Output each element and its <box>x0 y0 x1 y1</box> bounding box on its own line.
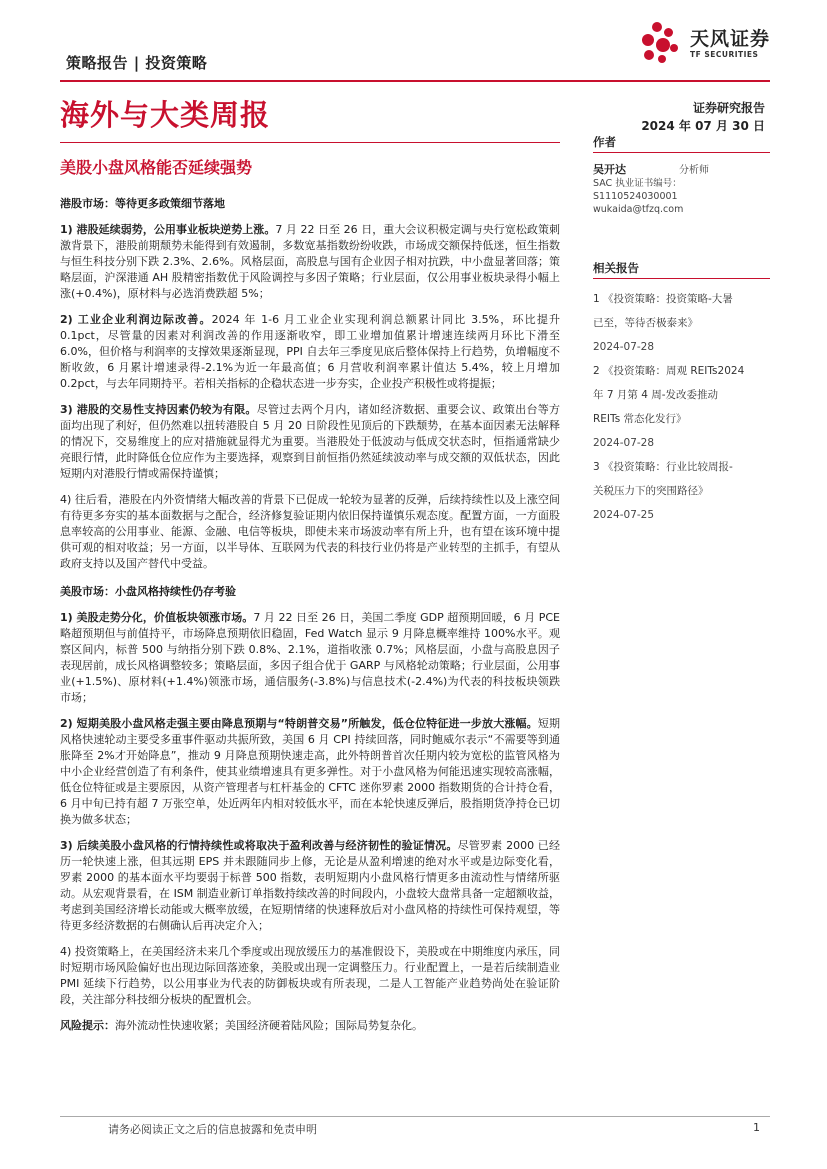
paragraph <box>60 492 560 572</box>
related-heading: 相关报告 <box>593 260 770 279</box>
paragraph <box>60 312 560 392</box>
paragraph <box>60 402 560 482</box>
sac-number: S1110524030001 <box>593 191 678 202</box>
paragraph-lead: 2) 短期美股小盘风格走强主要由降息预期与“特朗普交易”所触发，低仓位特征进一步放大涨幅。 <box>60 717 538 730</box>
paragraph-text: 4) 往后看，港股在内外资情绪大幅改善的背景下已促成一轮较为显著的反弹，后续持续性以及上涨空间有待更多夯实的基本面数据与之配合，经济修复验证期内依旧保持谨慎乐观态度。配置方面，一方面股息率较高的公用事业、能源、金融、电信等板块，即使未来市场波动率有所上升，也有望在该环境中提供可观的相对收益；另一方面，以半导体、互联网为代表的科技行业仍将是产业转型的主抓手，有望从政府支持以及国产替代中受益。 <box>60 493 560 570</box>
footer-disclaimer: 请务必阅读正文之后的信息披露和免责申明 <box>108 1123 317 1136</box>
logo-name-en: TF SECURITIES <box>689 50 759 59</box>
risk-label: 风险提示： <box>60 1019 115 1032</box>
related-report-item[interactable] <box>593 359 770 455</box>
paragraph <box>60 610 560 706</box>
paragraph <box>60 944 560 1008</box>
paragraph-text: 尽管罗素 2000 已经历一轮快速上涨，但其远期 EPS 并未跟随同步上修，无论是从盈利增速的绝对水平或是边际变化看，罗素 2000 的基本面水平均要弱于标普 500 指数，表明短期内小盘风格行情更多由流动性与情绪所驱动。从宏观背景看，在 ISM 制造业新订单指数持续改善的时间段内，小盘较大盘常具备一定超额收益，考虑到美国经济增长动能或大概率放缓，在短期情绪的快速释放后对小盘风格的持续性可保持观望，等待更多经济数据的右侧确认后再决定介入； <box>60 839 560 932</box>
related-report-item[interactable] <box>593 455 770 527</box>
related-report-title: 年 7 月第 4 周-发改委推动 <box>593 389 718 401</box>
paragraph-text: 尽管过去两个月内，诸如经济数据、重要会议、政策出台等方面均出现了利好，但仍然难以扭转港股自 5 月 20 日阶段性见顶后的下跌颓势，在基本面因素无法解释的情况下，交易维度上的应对措施就显得尤为重要。当港股处于低波动与低成交状态时，恒指通常缺少亮眼行情，此时降低仓位应作为主要选择，观察到目前恒指仍然延续波动率与成交额的双低状态，因此短期内对港股行情或需保持谨慎； <box>60 403 560 480</box>
author-name: 吴开达 <box>593 163 626 176</box>
paragraph-text: 短期风格快速轮动主要受多重事件驱动共振所致，美国 6 月 CPI 持续回落，同时鲍威尔表示“不需要等到通胀降至 2%才开始降息”，推动 9 月降息预期快速走高，此外特朗普首次任期内较为宽松的监管风格为中小企业经营创造了有利条件，使其业绩增速具有更多弹性。对于小盘风格为何能迅速实现较高涨幅，低仓位特征或是主要原因，从资产管理者与杠杆基金的 CFTC 迷你罗素 2000 指数期货的合计持仓看，6 月中旬已持有超 7 万张空单，处近两年内相对较低水平，而在本轮快速反弹后，股指期货净持仓已切换为做多状态； <box>60 717 561 826</box>
paragraph-lead: 1) 美股走势分化，价值板块领涨市场。 <box>60 611 254 624</box>
paragraph <box>60 222 560 302</box>
related-report-title: 3 《投资策略：行业比较周报- <box>593 461 733 473</box>
logo-text <box>690 28 770 60</box>
footer-divider <box>60 1116 770 1117</box>
logo-mark-icon <box>638 22 682 66</box>
header-divider <box>60 80 770 82</box>
paragraph <box>60 838 560 934</box>
paragraph-lead: 3) 港股的交易性支持因素仍较为有限。 <box>60 403 257 416</box>
author-heading: 作者 <box>593 134 770 153</box>
paragraph-text: 4) 投资策略上，在美国经济未来几个季度或出现放缓压力的基准假设下，美股或在中期维度内承压，同时短期市场风险偏好也出现边际回落迹象，美股或出现一定调整压力。行业配置上，一是若后续制造业 PMI 延续下行趋势，以公用事业为代表的防御板块或有所表现，二是人工智能产业趋势尚处在验证阶段，关注部分科技细分板块的配置机会。 <box>60 945 560 1006</box>
sidebar <box>593 134 770 527</box>
paragraph-text: 7 月 22 日至 26 日，重大会议积极定调与央行宽松政策刺激背景下，港股前期颓势未能得到有效遏制，多数宽基指数纷纷收跌，市场成交额保持低迷，恒生指数与恒生科技分别下跌 2.3%、2.6%。风格层面，高股息与国有企业因子相对抗跌，中小盘显著回落；策略层面，沪深港通 AH 股精密指数优于风险调控与多因子策略；行业层面，仅公用事业板块录得小幅上涨(+0.4%)，原材料与必选消费跌超 5%； <box>60 223 560 300</box>
related-report-title: 1 《投资策略：投资策略-大暑 <box>593 293 733 305</box>
document-header <box>60 18 770 78</box>
report-type: 证券研究报告 <box>692 101 765 115</box>
related-report-title: REITs 常态化发行》 <box>593 413 687 425</box>
related-report-title: 2 《投资策略：周观 REITs2024 <box>593 365 745 377</box>
page-title: 海外与大类周报 <box>60 98 271 132</box>
main-content <box>60 196 560 1044</box>
author-email[interactable]: wukaida@tfzq.com <box>593 204 684 215</box>
section-heading-us: 美股市场：小盘风格持续性仍存考验 <box>60 585 236 598</box>
report-date: 2024 年 07 月 30 日 <box>641 119 765 133</box>
report-subtitle: 美股小盘风格能否延续强势 <box>60 158 253 177</box>
related-report-title: 已至，等待否极泰来》 <box>593 317 698 329</box>
related-report-title: 关税压力下的突围路径》 <box>593 485 709 497</box>
paragraph <box>60 716 560 828</box>
title-divider <box>60 142 560 143</box>
author-row <box>593 161 770 177</box>
paragraph-text: 7 月 22 日至 26 日，美国二季度 GDP 超预期回暖，6 月 PCE 略超预期但与前值持平，市场降息预期依旧稳固，Fed Watch 显示 9 月降息概率维持 100%水平。观察区间内，标普 500 与纳指分别下跌 0.8%、2.1%，道指收涨 0.7%；风格层面，小盘与高股息因子表现居前，成长风格调整较多；策略层面，多因子组合优于 GARP 与风格轮动策略；行业层面，公用事业(+1.5%)、原材料(+1.4%)领涨市场，通信服务(-3.8%)与信息技术(-2.4%)为代表的科技板块领跌市场； <box>60 611 560 704</box>
company-logo <box>638 22 770 66</box>
report-category: 策略报告 | 投资策略 <box>66 54 208 72</box>
author-role: 分析师 <box>679 165 709 176</box>
logo-name-cn: 天风证券 <box>689 28 770 50</box>
related-report-date: 2024-07-25 <box>593 509 655 521</box>
paragraph-lead: 2) 工业企业利润边际改善。 <box>60 313 212 326</box>
related-report-date: 2024-07-28 <box>593 341 655 353</box>
page-number: 1 <box>753 1121 760 1134</box>
risk-text: 海外流动性快速收紧；美国经济硬着陆风险；国际局势复杂化。 <box>115 1019 423 1032</box>
sac-label: SAC 执业证书编号： <box>593 178 682 189</box>
related-reports <box>593 260 770 527</box>
risk-warning <box>60 1018 560 1034</box>
paragraph-lead: 3) 后续美股小盘风格的行情持续性或将取决于盈利改善与经济韧性的验证情况。 <box>60 839 458 852</box>
section-heading-hk: 港股市场：等待更多政策细节落地 <box>60 197 225 210</box>
related-report-date: 2024-07-28 <box>593 437 655 449</box>
paragraph-lead: 1) 港股延续弱势，公用事业板块逆势上涨。 <box>60 223 276 236</box>
related-report-item[interactable] <box>593 287 770 359</box>
paragraph-text: 2024 年 1-6 月工业企业实现利润总额累计同比 3.5%，环比提升 0.1pct，尽管量的因素对利润改善的作用逐渐收窄，即工业增加值累计增速连续两月环比下滑至 6.0%，但价格与利润率的支撑效果逐渐显现，PPI 自去年三季度见底后整体保持上行趋势，负增幅度不断收敛，6 月累计增速录得-2.1%为近一年最高值；6 月营收利润率累计值达 5.4%，较上月增加 0.2pct，与去年同期持平。若相关指标的企稳状态进一步夯实，企业投产积极性或将提振； <box>60 313 560 390</box>
